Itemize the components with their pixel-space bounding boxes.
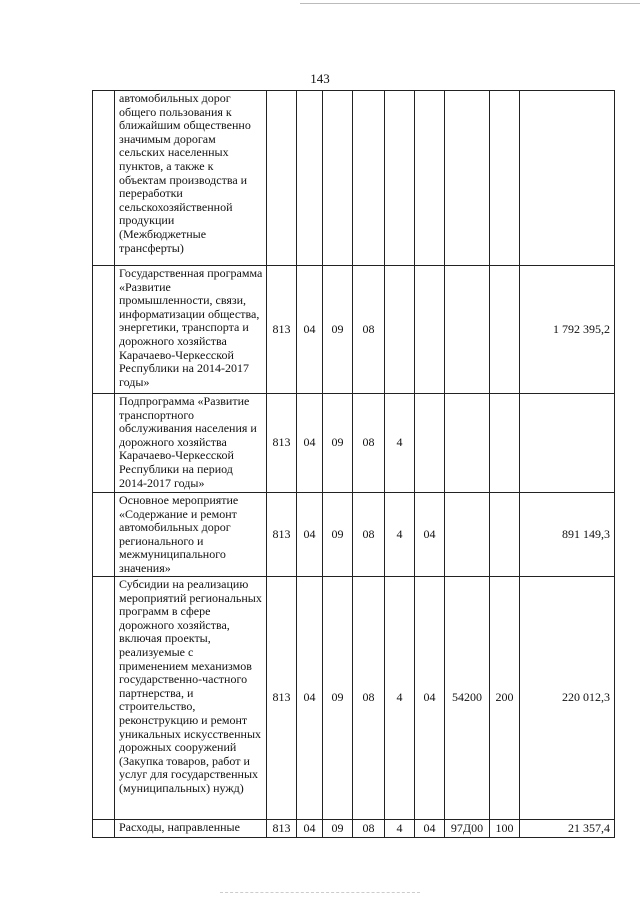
section-code-cell: 04 bbox=[297, 577, 323, 820]
table-row bbox=[93, 266, 615, 394]
expense-type-cell bbox=[490, 493, 520, 577]
event-code-cell bbox=[415, 91, 445, 266]
row-number-cell bbox=[93, 394, 115, 493]
amount-cell: 1 792 395,2 bbox=[520, 266, 615, 394]
subprogram-code-cell: 4 bbox=[385, 394, 415, 493]
event-code-cell bbox=[415, 266, 445, 394]
table-row bbox=[93, 394, 615, 493]
subprogram-code-cell: 4 bbox=[385, 577, 415, 820]
expense-type-cell bbox=[490, 91, 520, 266]
amount-cell bbox=[520, 91, 615, 266]
ministry-code-cell: 813 bbox=[267, 493, 297, 577]
program-code-cell: 08 bbox=[353, 820, 385, 838]
expense-type-cell: 200 bbox=[490, 577, 520, 820]
subprogram-code-cell bbox=[385, 266, 415, 394]
program-code-cell: 08 bbox=[353, 266, 385, 394]
row-number-cell bbox=[93, 577, 115, 820]
event-code-cell: 04 bbox=[415, 577, 445, 820]
description-cell: Расходы, направленные bbox=[115, 820, 267, 838]
ministry-code-cell: 813 bbox=[267, 577, 297, 820]
subsection-code-cell: 09 bbox=[323, 266, 353, 394]
amount-cell: 21 357,4 bbox=[520, 820, 615, 838]
direction-code-cell bbox=[445, 493, 490, 577]
amount-cell: 891 149,3 bbox=[520, 493, 615, 577]
ministry-code-cell: 813 bbox=[267, 820, 297, 838]
description-cell: Подпрограмма «Развитие транспортного обслуживания населения и дорожного хозяйства Карачаево-Черкесской Республики на период 2014-2017 годы» bbox=[115, 394, 267, 493]
row-number-cell bbox=[93, 820, 115, 838]
direction-code-cell bbox=[445, 394, 490, 493]
table-row bbox=[93, 820, 615, 838]
scan-artifact-line bbox=[300, 3, 640, 4]
ministry-code-cell: 813 bbox=[267, 394, 297, 493]
table-row bbox=[93, 493, 615, 577]
program-code-cell bbox=[353, 91, 385, 266]
section-code-cell: 04 bbox=[297, 394, 323, 493]
ministry-code-cell: 813 bbox=[267, 266, 297, 394]
section-code-cell: 04 bbox=[297, 266, 323, 394]
event-code-cell: 04 bbox=[415, 493, 445, 577]
section-code-cell bbox=[297, 91, 323, 266]
subprogram-code-cell: 4 bbox=[385, 820, 415, 838]
event-code-cell: 04 bbox=[415, 820, 445, 838]
expense-type-cell bbox=[490, 266, 520, 394]
table-row bbox=[93, 91, 615, 266]
row-number-cell bbox=[93, 91, 115, 266]
direction-code-cell bbox=[445, 266, 490, 394]
ministry-code-cell bbox=[267, 91, 297, 266]
direction-code-cell bbox=[445, 91, 490, 266]
subsection-code-cell bbox=[323, 91, 353, 266]
description-cell: Государственная программа «Развитие промышленности, связи, информатизации общества, энергетики, транспорта и дорожного хозяйства Карачаево-Черкесской Республики на 2014-2017 годы» bbox=[115, 266, 267, 394]
scan-artifact-line bbox=[220, 892, 420, 894]
table-body bbox=[93, 91, 615, 838]
subsection-code-cell: 09 bbox=[323, 394, 353, 493]
program-code-cell: 08 bbox=[353, 577, 385, 820]
program-code-cell: 08 bbox=[353, 493, 385, 577]
direction-code-cell: 97Д00 bbox=[445, 820, 490, 838]
program-code-cell: 08 bbox=[353, 394, 385, 493]
subsection-code-cell: 09 bbox=[323, 820, 353, 838]
subprogram-code-cell bbox=[385, 91, 415, 266]
description-cell: Основное мероприятие «Содержание и ремонт автомобильных дорог регионального и межмуниципального значения» bbox=[115, 493, 267, 577]
description-cell: Субсидии на реализацию мероприятий региональных программ в сфере дорожного хозяйства, включая проекты, реализуемые с применением механизмов государственно-частного партнерства, и строительство, реконструкцию и ремонт уникальных искусственных дорожных сооружений (Закупка товаров, работ и услуг для государственных (муниципальных) нужд) bbox=[115, 577, 267, 820]
row-number-cell bbox=[93, 493, 115, 577]
expense-type-cell: 100 bbox=[490, 820, 520, 838]
table-row bbox=[93, 577, 615, 820]
subsection-code-cell: 09 bbox=[323, 493, 353, 577]
direction-code-cell: 54200 bbox=[445, 577, 490, 820]
description-cell: автомобильных дорог общего пользования к ближайшим общественно значимым дорогам сельских населенных пунктов, а также к объектам производства и переработки сельскохозяйственной продукции (Межбюджетные трансферты) bbox=[115, 91, 267, 266]
amount-cell: 220 012,3 bbox=[520, 577, 615, 820]
expense-type-cell bbox=[490, 394, 520, 493]
amount-cell bbox=[520, 394, 615, 493]
budget-table bbox=[92, 90, 615, 838]
section-code-cell: 04 bbox=[297, 493, 323, 577]
page-number: 143 bbox=[310, 71, 330, 86]
event-code-cell bbox=[415, 394, 445, 493]
section-code-cell: 04 bbox=[297, 820, 323, 838]
subprogram-code-cell: 4 bbox=[385, 493, 415, 577]
row-number-cell bbox=[93, 266, 115, 394]
subsection-code-cell: 09 bbox=[323, 577, 353, 820]
